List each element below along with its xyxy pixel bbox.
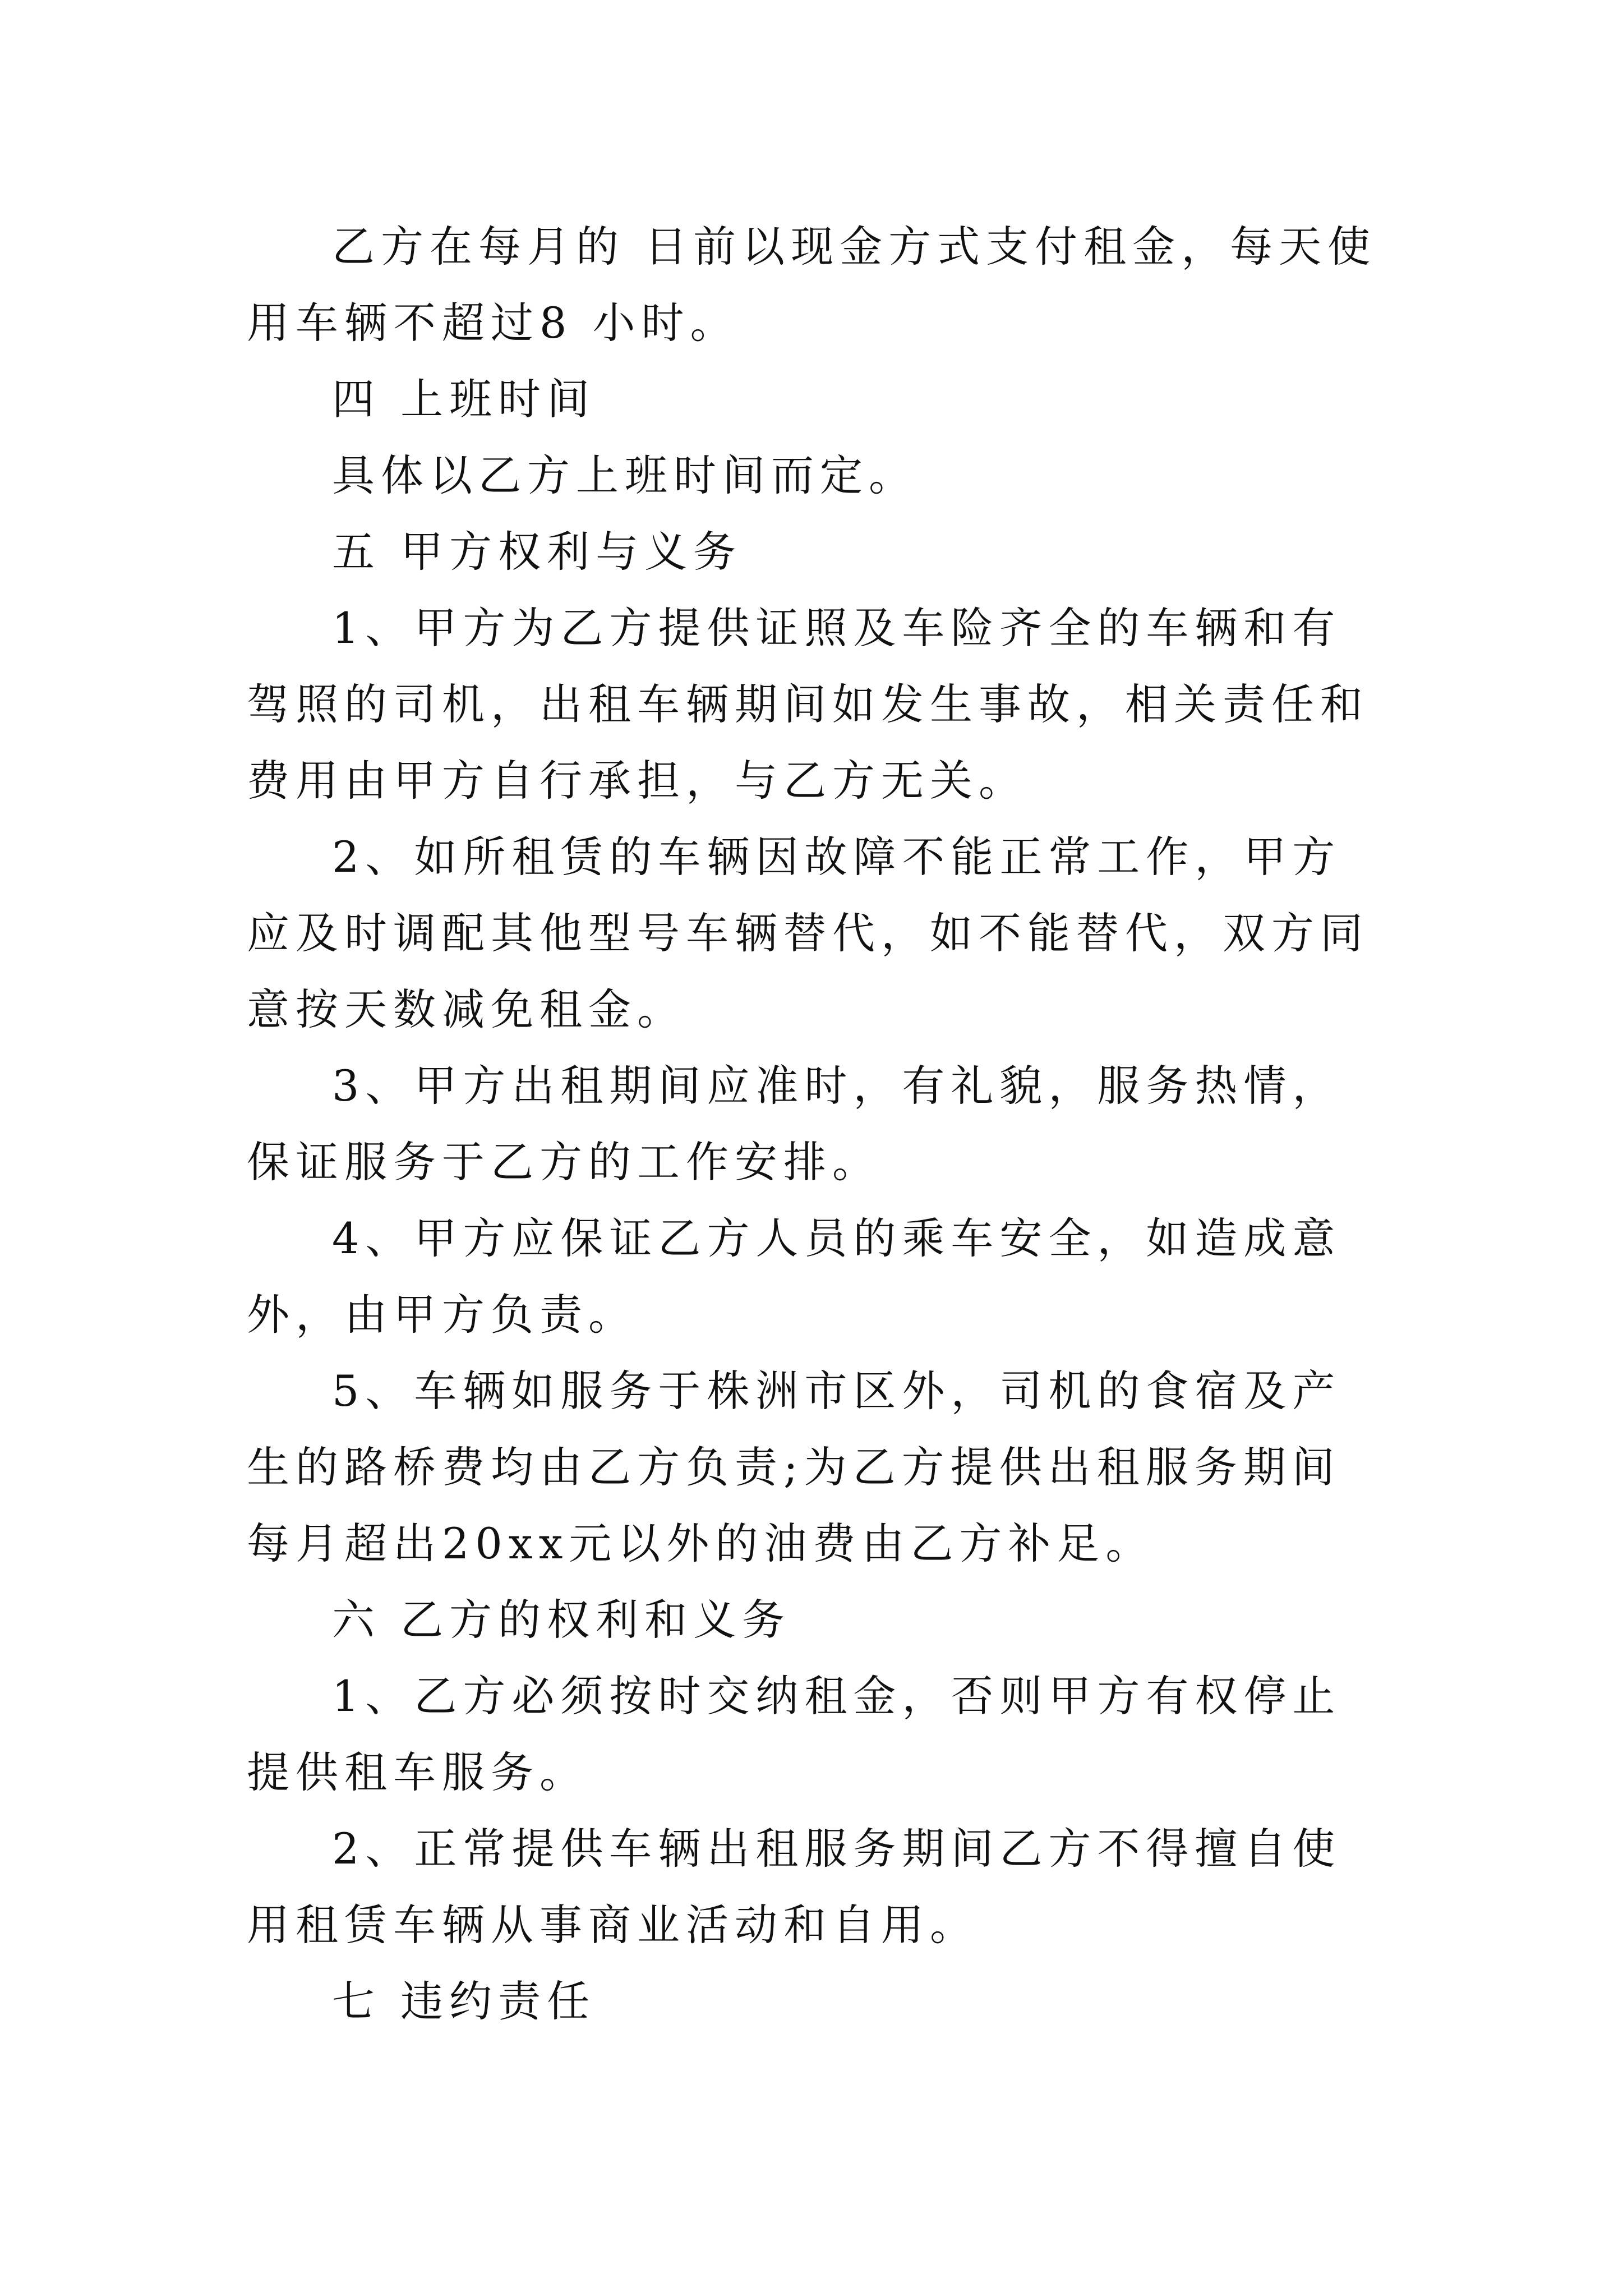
paragraph-party-a-item-5: 5、车辆如服务于株洲市区外，司机的食宿及产生的路桥费均由乙方负责;为乙方提供出租服务期间每月超出20xx元以外的油费由乙方补足。	[247, 1366, 1341, 1568]
paragraph-party-a-item-3: 3、甲方出租期间应准时，有礼貌，服务热情，保证服务于乙方的工作安排。	[247, 1061, 1341, 1187]
paragraph-party-a-item-2: 2、如所租赁的车辆因故障不能正常工作，甲方应及时调配其他型号车辆替代，如不能替代，双方同意按天数减免租金。	[247, 832, 1369, 1034]
paragraph-payment-terms: 乙方在每月的 日前以现金方式支付租金，每天使用车辆不超过8 小时。	[247, 222, 1377, 348]
paragraph-party-a-item-4: 4、甲方应保证乙方人员的乘车安全，如造成意外，由甲方负责。	[247, 1213, 1341, 1340]
section-heading-work-hours: 四 上班时间	[332, 374, 596, 424]
paragraph-party-a-item-1: 1、甲方为乙方提供证照及车险齐全的车辆和有驾照的司机，出租车辆期间如发生事故，相关责任和费用由甲方自行承担，与乙方无关。	[247, 603, 1369, 806]
section-heading-party-a-rights: 五 甲方权利与义务	[332, 527, 743, 577]
section-heading-party-b-rights: 六 乙方的权利和义务	[332, 1595, 791, 1645]
paragraph-party-b-item-2: 2、正常提供车辆出租服务期间乙方不得擅自使用租赁车辆从事商业活动和自用。	[247, 1824, 1341, 1950]
paragraph-party-b-item-1: 1、乙方必须按时交纳租金，否则甲方有权停止提供租车服务。	[247, 1671, 1341, 1797]
paragraph-work-hours: 具体以乙方上班时间而定。	[332, 450, 917, 500]
document-body	[247, 209, 1380, 2040]
section-heading-liability: 七 违约责任	[332, 1976, 596, 2026]
